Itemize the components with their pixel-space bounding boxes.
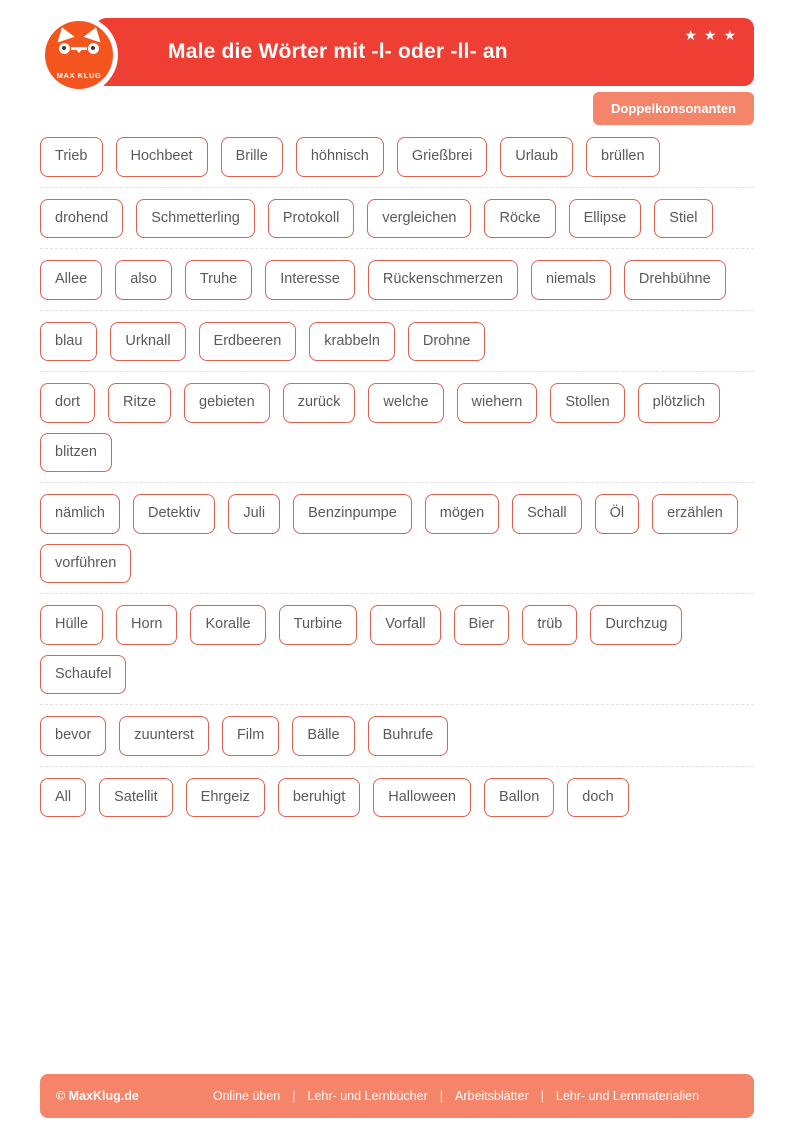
word-box[interactable]: Ballon	[484, 778, 554, 818]
footer-link-online-ueben[interactable]: Online üben	[212, 1089, 281, 1103]
word-group	[40, 705, 754, 767]
footer-copyright: © MaxKlug.de	[56, 1089, 139, 1103]
word-box[interactable]: höhnisch	[296, 137, 384, 177]
word-box[interactable]: Interesse	[265, 260, 355, 300]
word-group	[40, 126, 754, 188]
word-box[interactable]: Grießbrei	[397, 137, 487, 177]
word-box[interactable]: Schaufel	[40, 655, 126, 695]
word-box[interactable]: krabbeln	[309, 322, 395, 362]
word-box[interactable]: Drohne	[408, 322, 486, 362]
word-box[interactable]: Hülle	[40, 605, 103, 645]
word-box[interactable]: zurück	[283, 383, 356, 423]
word-box[interactable]: Hochbeet	[116, 137, 208, 177]
word-group	[40, 767, 754, 828]
word-box[interactable]: Detektiv	[133, 494, 215, 534]
logo	[40, 16, 118, 94]
word-box[interactable]: Urlaub	[500, 137, 573, 177]
star-icon: ★	[703, 27, 717, 43]
word-box[interactable]: Öl	[595, 494, 640, 534]
fox-mascot-icon	[45, 21, 113, 89]
word-box[interactable]: Koralle	[190, 605, 265, 645]
word-group	[40, 372, 754, 483]
word-box[interactable]: plötzlich	[638, 383, 720, 423]
footer-link-arbeitsblaetter[interactable]: Arbeitsblätter	[455, 1089, 529, 1103]
word-box[interactable]: doch	[567, 778, 628, 818]
footer-separator: |	[439, 1089, 443, 1103]
footer-separator: |	[292, 1089, 296, 1103]
page-title: Male die Wörter mit -l- oder -ll- an	[168, 40, 508, 63]
footer-link-lehr-und-lernbuecher[interactable]: Lehr- und Lernbücher	[307, 1089, 428, 1103]
header	[40, 18, 754, 92]
word-box[interactable]: Trieb	[40, 137, 103, 177]
word-box[interactable]: Buhrufe	[368, 716, 449, 756]
word-box[interactable]: vergleichen	[367, 199, 471, 239]
word-box[interactable]: mögen	[425, 494, 499, 534]
word-box[interactable]: vorführen	[40, 544, 131, 584]
word-groups	[40, 126, 754, 827]
footer	[40, 1074, 754, 1118]
fox-eye-left-icon	[57, 41, 72, 56]
word-box[interactable]: Röcke	[484, 199, 555, 239]
word-box[interactable]: Stiel	[654, 199, 712, 239]
word-box[interactable]: Film	[222, 716, 279, 756]
word-box[interactable]: Stollen	[550, 383, 624, 423]
word-box[interactable]: Halloween	[373, 778, 471, 818]
word-box[interactable]: Urknall	[110, 322, 185, 362]
subject-badge: Doppelkonsonanten	[593, 92, 754, 125]
word-group	[40, 483, 754, 594]
word-box[interactable]: Erdbeeren	[199, 322, 297, 362]
word-box[interactable]: Durchzug	[590, 605, 682, 645]
word-box[interactable]: brüllen	[586, 137, 660, 177]
word-box[interactable]: Bälle	[292, 716, 354, 756]
word-box[interactable]: beruhigt	[278, 778, 360, 818]
word-box[interactable]: Ellipse	[569, 199, 642, 239]
word-box[interactable]: welche	[368, 383, 443, 423]
footer-link-lehr-und-lernmaterialien[interactable]: Lehr- und Lernmaterialien	[555, 1089, 700, 1103]
word-box[interactable]: drohend	[40, 199, 123, 239]
word-group	[40, 311, 754, 373]
word-box[interactable]: trüb	[522, 605, 577, 645]
word-box[interactable]: zuunterst	[119, 716, 209, 756]
word-box[interactable]: Protokoll	[268, 199, 354, 239]
word-box[interactable]: Bier	[454, 605, 510, 645]
fox-nose-icon	[74, 47, 84, 53]
word-box[interactable]: Rückenschmerzen	[368, 260, 518, 300]
word-group	[40, 188, 754, 250]
word-box[interactable]: gebieten	[184, 383, 270, 423]
word-box[interactable]: Turbine	[279, 605, 358, 645]
word-box[interactable]: Vorfall	[370, 605, 440, 645]
fox-eye-right-icon	[86, 41, 101, 56]
word-box[interactable]: Drehbühne	[624, 260, 726, 300]
word-box[interactable]: nämlich	[40, 494, 120, 534]
word-box[interactable]: niemals	[531, 260, 611, 300]
worksheet-page	[0, 18, 794, 1136]
logo-wordmark: MAX KLUG	[56, 71, 102, 80]
word-box[interactable]: Schmetterling	[136, 199, 255, 239]
word-group	[40, 594, 754, 705]
star-icon: ★	[723, 27, 736, 43]
star-icon: ★	[684, 27, 697, 43]
word-box[interactable]: Ehrgeiz	[186, 778, 265, 818]
word-box[interactable]: Horn	[116, 605, 177, 645]
word-box[interactable]: dort	[40, 383, 95, 423]
word-box[interactable]: Ritze	[108, 383, 171, 423]
word-box[interactable]: Satellit	[99, 778, 173, 818]
word-box[interactable]: Schall	[512, 494, 582, 534]
word-box[interactable]: Benzinpumpe	[293, 494, 412, 534]
word-box[interactable]: Brille	[221, 137, 283, 177]
star-rating	[684, 28, 736, 42]
word-group	[40, 249, 754, 311]
word-box[interactable]: Allee	[40, 260, 102, 300]
word-box[interactable]: All	[40, 778, 86, 818]
footer-links	[213, 1089, 699, 1103]
word-box[interactable]: bevor	[40, 716, 106, 756]
word-box[interactable]: erzählen	[652, 494, 738, 534]
footer-separator: |	[540, 1089, 544, 1103]
word-box[interactable]: also	[115, 260, 172, 300]
word-box[interactable]: blau	[40, 322, 97, 362]
word-box[interactable]: blitzen	[40, 433, 112, 473]
header-bar	[96, 18, 754, 86]
word-box[interactable]: Truhe	[185, 260, 252, 300]
word-box[interactable]: Juli	[228, 494, 280, 534]
word-box[interactable]: wiehern	[457, 383, 538, 423]
